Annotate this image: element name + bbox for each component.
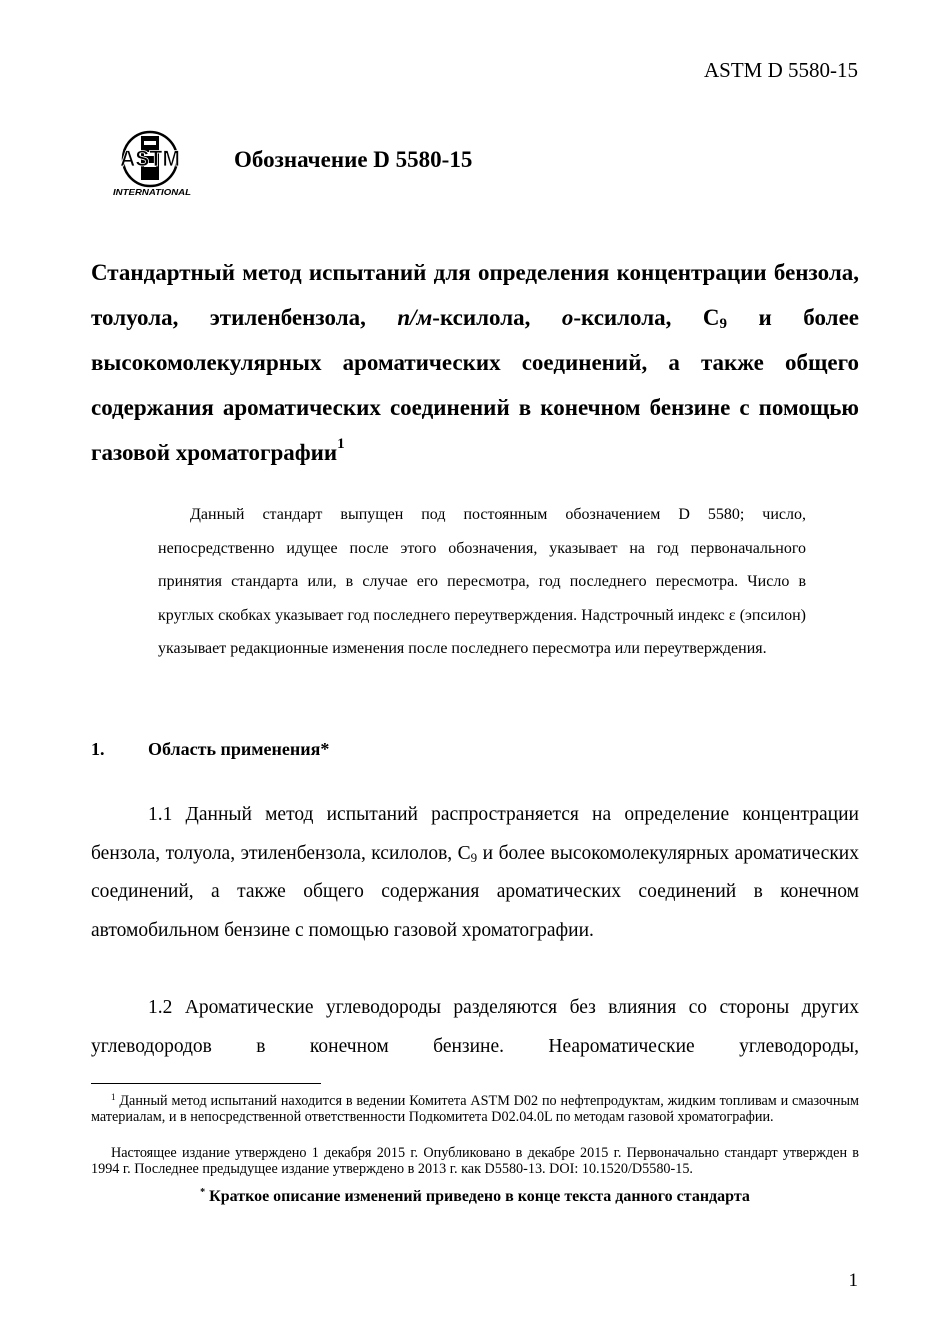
section-1-heading [91,739,329,760]
footnote-summary-of-changes: * Краткое описание изменений приведено в конце текста данного стандарта [200,1187,750,1205]
astm-logo-icon [112,128,196,198]
logo-wordmark: ASTM [120,146,180,171]
issuance-note: Данный стандарт выпущен под постоянным обозначением D 5580; число, непосредственно идущее после этого обозначения, указывает на год первоначального принятия стандарта или, в случае его пересмотра, год последнего пересмотра. Число в круглых скобках указывает год последнего переутверждения. Надстрочный индекс ε (эпсилон) указывает редакционные изменения после последнего пересмотра или переутверждения. [158,506,806,657]
section-number: 1. [91,739,105,759]
paragraph-1-1: 1.1 Данный метод испытаний распространяется на определение концентрации бензола, толуола, этиленбензола, ксилолов, $C_9$ и более высокомолекулярных ароматических соединений, а также общего содержания ароматических соединений в конечном автомобильном бензине с помощью газовой хроматографии. [91,804,859,941]
document-code-header: ASTM D 5580-15 [703,58,858,82]
logo-subtext: INTERNATIONAL [113,187,191,197]
document-title: Стандартный метод испытаний для определения концентрации бензола, толуола, этиленбензола, п/м-ксилола, о-ксилола, $C_9$ и более высокомолекулярных ароматических соединений, а также общего содержания ароматических соединений в конечном бензине с помощью газовой хроматографии$^1$ [91,260,859,465]
page-number: 1 [848,1270,858,1291]
paragraph-1-2: 1.2 Ароматические углеводороды разделяются без влияния со стороны других углеводородов в конечном бензине. Неароматические углеводороды, [91,997,859,1057]
footnote-edition: Настоящее издание утверждено 1 декабря 2015 г. Опубликовано в декабре 2015 г. Первоначально стандарт утвержден в 1994 г. Последнее предыдущее издание утверждено в 2013 г. как D5580-13. DOI: 10.1520/D5580-15. [91,1145,859,1177]
designation-heading: Обозначение D 5580-15 [234,147,473,172]
title-o-italic: о [561,305,574,330]
title-pm-italic: п/м [397,305,433,330]
footnote-separator [91,1083,321,1084]
footnote-1: $^1$ Данный метод испытаний находится в ведении Комитета ASTM D02 по нефтепродуктам, жидким топливам и смазочным материалам, и в непосредственной ответственности Подкомитета D02.04.0L по методам газовой хроматографии. [91,1092,860,1125]
astm-international-logo [112,128,196,198]
section-title: Область применения* [148,739,330,759]
title-footnote-ref: 1 [337,436,345,452]
